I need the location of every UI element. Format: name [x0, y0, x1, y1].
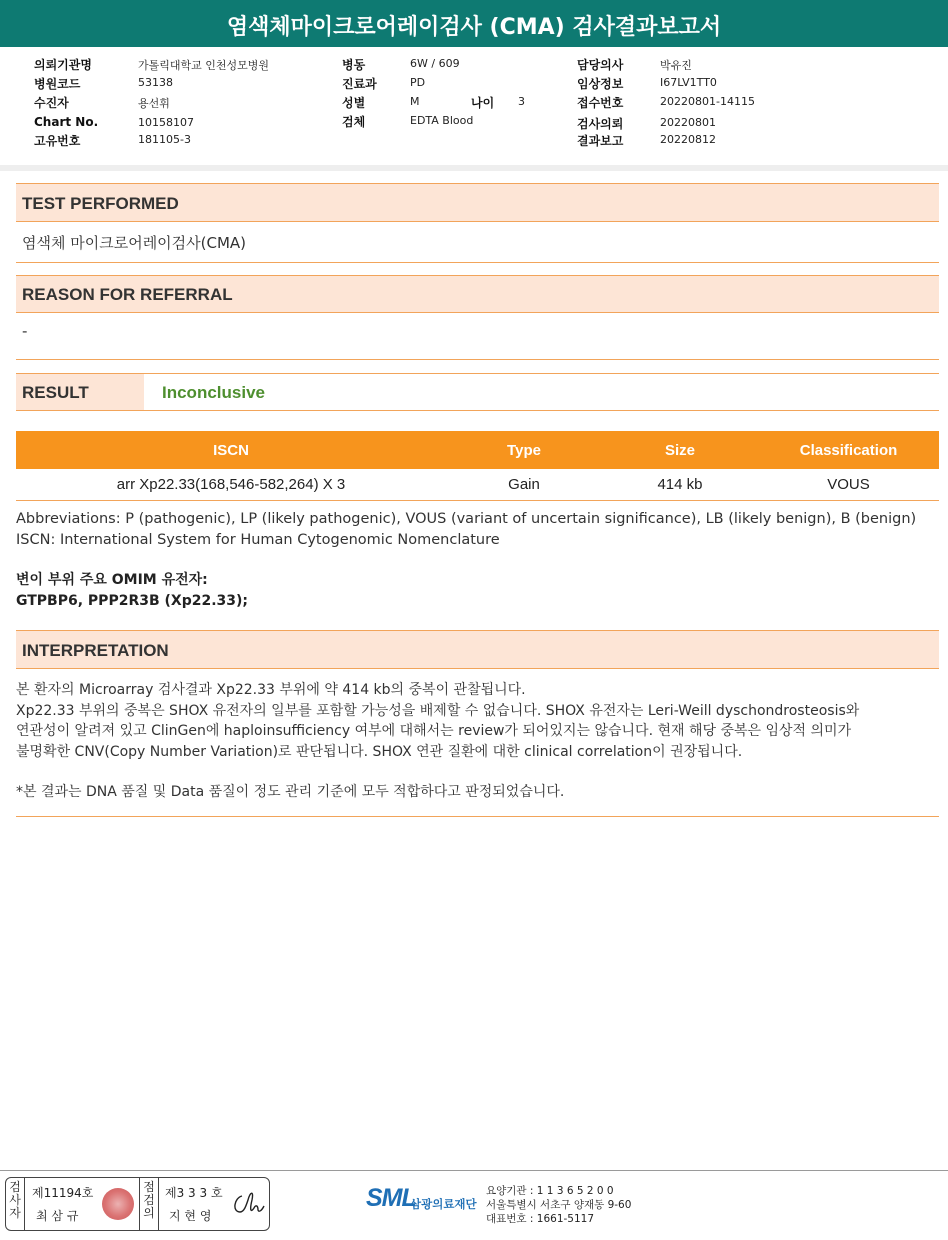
interpretation-line: 불명확한 CNV(Copy Number Variation)로 판단됩니다. SHOX 연관 질환에 대한 clinical correlation이 권장됩니다.: [16, 743, 743, 760]
result-value: Inconclusive: [162, 383, 265, 402]
organization-name: 삼광의료재단: [410, 1197, 477, 1211]
divider: [16, 359, 939, 360]
value-chart-no: 10158107: [138, 116, 194, 129]
column-header-iscn: ISCN: [16, 431, 446, 469]
cell-size: 414 kb: [602, 469, 758, 501]
value-ward: 6W / 609: [410, 57, 460, 70]
reason-heading: REASON FOR REFERRAL: [16, 275, 939, 313]
label-chart-no: Chart No.: [34, 115, 99, 129]
value-sex: M: [410, 95, 420, 108]
divider: [16, 816, 939, 817]
verifier-label: 점검의: [140, 1178, 159, 1230]
value-report-date: 20220812: [660, 133, 716, 146]
value-age: 3: [518, 95, 525, 108]
label-request-date: 검사의뢰: [577, 117, 624, 131]
test-performed-heading: TEST PERFORMED: [16, 183, 939, 222]
column-header-size: Size: [602, 431, 758, 469]
reason-text: -: [22, 322, 28, 340]
test-performed-text: 염색체 마이크로어레이검사(CMA): [22, 234, 247, 252]
iscn-definition-text: ISCN: International System for Human Cytogenomic Nomenclature: [16, 532, 500, 548]
label-receipt-no: 접수번호: [577, 96, 624, 110]
value-department: PD: [410, 76, 426, 89]
value-unique-no: 181105-3: [138, 133, 191, 146]
value-specimen: EDTA Blood: [410, 114, 474, 127]
table-row: [16, 469, 939, 501]
result-table: [16, 431, 939, 501]
label-report-date: 결과보고: [577, 134, 624, 148]
result-box: [16, 373, 939, 411]
omim-label: 변이 부위 주요 OMIM 유전자:: [16, 572, 208, 588]
quality-note: *본 결과는 DNA 품질 및 Data 품질이 정도 관리 기준에 모두 적합하다고 판정되었습니다.: [16, 784, 565, 800]
signature-icon: [228, 1186, 266, 1220]
examiner-license-no: 제11194호: [32, 1186, 94, 1200]
value-physician: 박유진: [660, 59, 692, 72]
footer-divider: [0, 1170, 948, 1171]
cell-type: Gain: [446, 469, 602, 501]
verifier-license-no: 제3 3 3 호: [165, 1186, 223, 1200]
value-hospital-code: 53138: [138, 76, 173, 89]
logo-text: SML: [366, 1184, 416, 1212]
report-title: 염색체마이크로어레이검사 (CMA) 검사결과보고서: [0, 0, 948, 47]
abbreviations-block: [16, 509, 916, 551]
divider: [16, 262, 939, 263]
label-specimen: 검체: [342, 115, 366, 129]
examiner-name: 최 삼 규: [36, 1209, 79, 1223]
abbreviations-text: Abbreviations: P (pathogenic), LP (likely pathogenic), VOUS (variant of uncertain significance), LB (likely benign), B (benign): [16, 511, 917, 527]
value-clinical-info: I67LV1TT0: [660, 76, 717, 89]
label-unique-no: 고유번호: [34, 134, 81, 148]
column-header-classification: Classification: [758, 431, 939, 469]
verifier-name: 지 현 영: [169, 1209, 212, 1223]
official-seal-icon: [102, 1188, 134, 1220]
header-separator-band: [0, 165, 948, 171]
address-line: 서울특별시 서초구 양재동 9-60: [486, 1199, 632, 1211]
value-request-date: 20220801: [660, 116, 716, 129]
label-hospital-code: 병원코드: [34, 77, 81, 91]
label-ward: 병동: [342, 58, 366, 72]
cell-classification: VOUS: [758, 469, 939, 501]
interpretation-line: Xp22.33 부위의 중복은 SHOX 유전자의 일부를 포함할 가능성을 배제할 수 없습니다. SHOX 유전자는 Leri-Weill dyschondrosteosis와: [16, 702, 860, 719]
result-heading: RESULT: [16, 374, 144, 410]
facility-code: 요양기관 : 1 1 3 6 5 2 0 0: [486, 1185, 614, 1197]
label-sex: 성별: [342, 96, 366, 110]
omim-genes-block: [16, 570, 248, 612]
value-patient: 용선휘: [138, 97, 170, 110]
value-institution: 가톨릭대학교 인천성모병원: [138, 59, 270, 72]
label-institution: 의뢰기관명: [34, 58, 92, 72]
interpretation-text: [16, 680, 941, 762]
label-clinical-info: 임상정보: [577, 77, 624, 91]
sml-logo: [366, 1184, 477, 1213]
cell-iscn: arr Xp22.33(168,546-582,264) X 3: [16, 469, 446, 501]
patient-info-header: [0, 47, 948, 167]
table-header-row: [16, 431, 939, 469]
organization-address: [486, 1184, 631, 1226]
omim-genes: GTPBP6, PPP2R3B (Xp22.33);: [16, 593, 249, 609]
signature-box: [5, 1177, 270, 1231]
interpretation-line: 본 환자의 Microarray 검사결과 Xp22.33 부위에 약 414 kb의 중복이 관찰됩니다.: [16, 682, 526, 698]
examiner-label: 검사자: [6, 1178, 25, 1230]
phone-line: 대표번호 : 1661-5117: [486, 1213, 595, 1225]
interpretation-line: 연관성이 알려져 있고 ClinGen에 haploinsufficiency 여부에 대해서는 review가 되어있지는 않습니다. 현재 해당 중복은 임상적 의미가: [16, 723, 852, 739]
column-header-type: Type: [446, 431, 602, 469]
label-physician: 담당의사: [577, 58, 624, 72]
label-department: 진료과: [342, 77, 377, 91]
label-patient: 수진자: [34, 96, 69, 110]
label-age: 나이: [471, 96, 495, 110]
value-receipt-no: 20220801-14115: [660, 95, 755, 108]
interpretation-heading: INTERPRETATION: [16, 630, 939, 669]
